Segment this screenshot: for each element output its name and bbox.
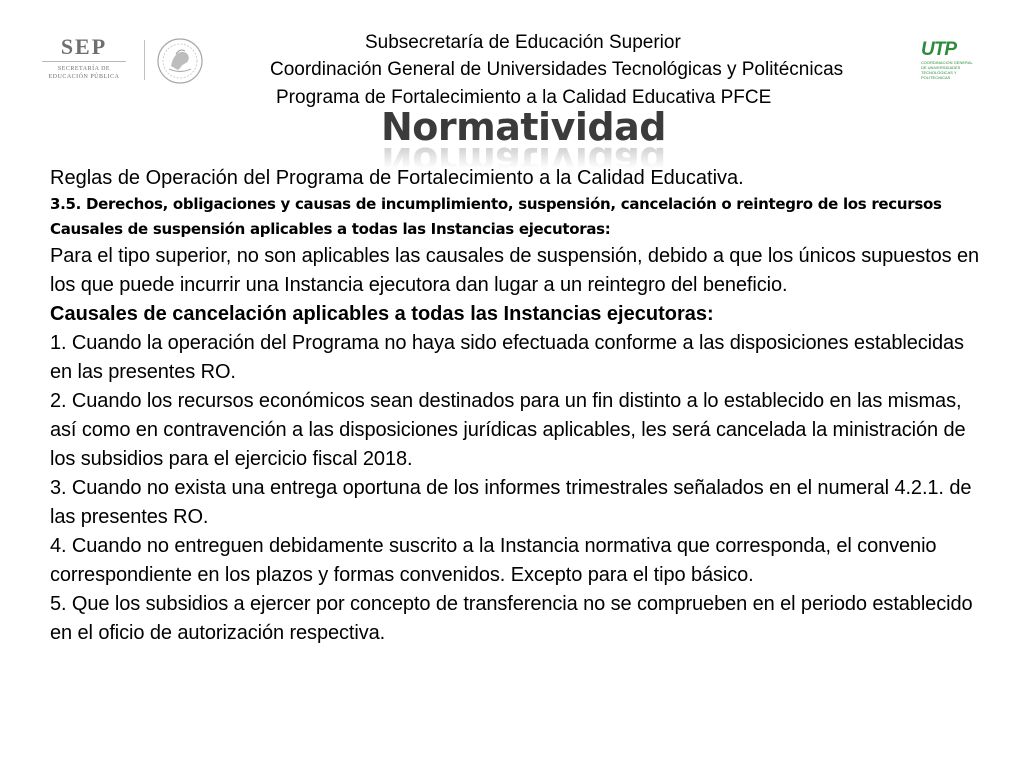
page-title: Normatividad	[381, 105, 666, 149]
utp-logo	[921, 39, 977, 80]
header-line-2: Coordinación General de Universidades Tecnológicas y Politécnicas	[270, 59, 844, 80]
list-item: 1. Cuando la operación del Programa no haya sido efectuada conforme a las disposiciones establecidas en las presentes RO.	[50, 332, 964, 383]
cancellation-heading: Causales de cancelación aplicables a todas las Instancias ejecutoras:	[50, 303, 714, 325]
utp-logo-sub1: COORDINACIÓN GENERAL DE UNIVERSIDADES	[921, 60, 973, 70]
national-seal-icon	[154, 36, 206, 86]
header-line-3: Programa de Fortalecimiento a la Calidad Educativa PFCE	[276, 87, 772, 108]
list-item: 3. Cuando no exista una entrega oportuna de los informes trimestrales señalados en el numeral 4.2.1. de las presentes RO.	[50, 477, 972, 528]
list-item: 4. Cuando no entreguen debidamente suscrito a la Instancia normativa que corresponda, el convenio correspondiente en los plazos y formas convenidos. Excepto para el tipo básico.	[50, 535, 937, 586]
utp-logo-word: UTP	[921, 39, 956, 60]
sep-logo-rule	[42, 61, 126, 62]
list-item: 5. Que los subsidios a ejercer por concepto de transferencia no se comprueben en el periodo establecido en el oficio de autorización respectiva.	[50, 593, 973, 644]
header-line-1: Subsecretaría de Educación Superior	[365, 32, 681, 53]
document-body	[50, 164, 985, 648]
sep-logo-divider	[144, 40, 145, 80]
lead-paragraph: Reglas de Operación del Programa de Fortalecimiento a la Calidad Educativa.	[50, 167, 744, 189]
sep-logo	[36, 36, 216, 86]
sep-logo-sub1: SECRETARÍA DE	[57, 66, 111, 72]
list-item: 2. Cuando los recursos económicos sean destinados para un fin distinto a lo establecido en las mismas, así como en contravención a las disposiciones jurídicas aplicables, les será cancelada la ministración de los subsidios para el ejercicio fiscal 2018.	[50, 390, 966, 470]
utp-logo-sub2: TECNOLÓGICAS Y POLITÉCNICAS	[921, 70, 957, 80]
sep-wordmark	[36, 36, 132, 81]
sep-logo-sub2: EDUCACIÓN PÚBLICA	[48, 74, 120, 80]
sep-logo-word: SEP	[60, 34, 108, 59]
suspension-heading: Causales de suspensión aplicables a todas las Instancias ejecutoras:	[50, 220, 611, 238]
section-heading: 3.5. Derechos, obligaciones y causas de incumplimiento, suspensión, cancelación o reintegro de los recursos	[50, 195, 942, 213]
suspension-text: Para el tipo superior, no son aplicables las causales de suspensión, debido a que los únicos supuestos en los que puede incurrir una Instancia ejecutora dan lugar a un reintegro del beneficio.	[50, 245, 980, 296]
